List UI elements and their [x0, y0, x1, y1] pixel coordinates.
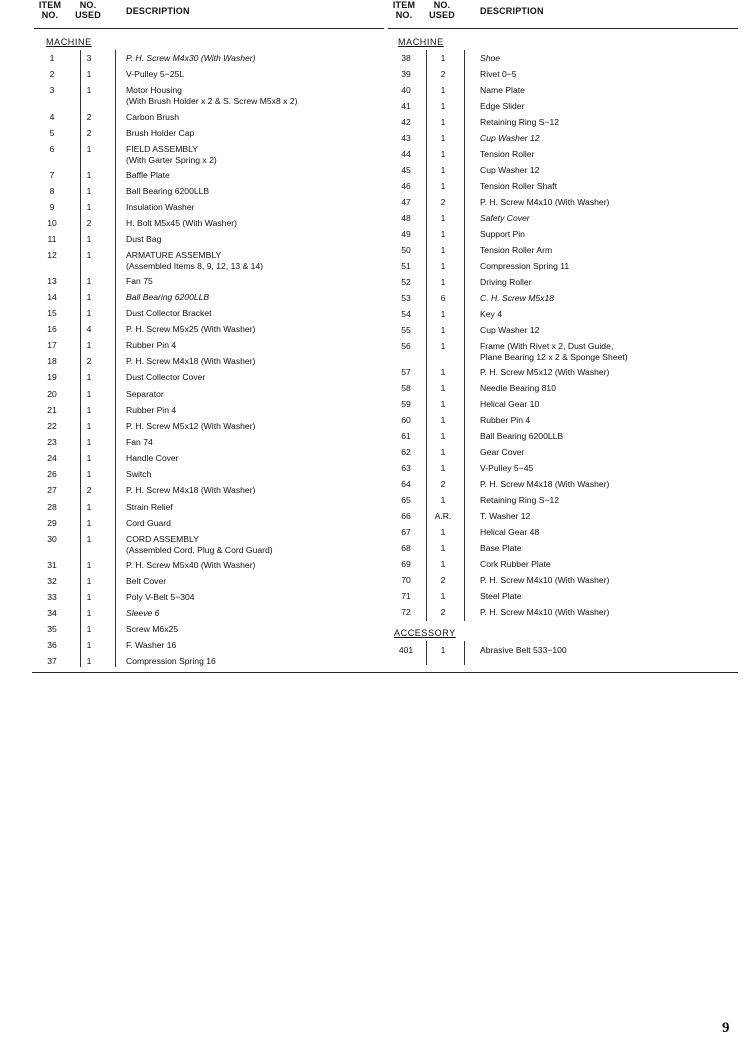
- quantity-used: 1: [86, 372, 92, 382]
- quantity-used: 1: [440, 383, 446, 393]
- item-number: 22: [47, 421, 57, 431]
- part-description: P. H. Screw M4x30 (With Washer): [126, 53, 256, 63]
- header-used-line1: NO.: [79, 0, 97, 10]
- part-description: ARMATURE ASSEMBLY (Assembled Items 8, 9, 12, 13 & 14): [126, 250, 264, 271]
- part-description: Steel Plate: [480, 591, 522, 601]
- part-description: Handle Cover: [126, 453, 179, 463]
- quantity-used: 1: [440, 85, 446, 95]
- part-description: Tension Roller: [480, 149, 535, 159]
- item-number: 37: [47, 656, 57, 666]
- part-description: CORD ASSEMBLY (Assembled Cord, Plug & Cord Guard): [126, 534, 273, 555]
- quantity-used: 1: [440, 133, 446, 143]
- part-description: Cup Washer 12: [480, 325, 540, 335]
- item-number: 19: [47, 372, 57, 382]
- item-number: 43: [401, 133, 411, 143]
- item-number: 46: [401, 181, 411, 191]
- header-item-line2: NO.: [395, 10, 413, 20]
- part-description: P. H. Screw M4x18 (With Washer): [126, 485, 256, 495]
- item-number: 8: [49, 186, 55, 196]
- item-number: 66: [401, 511, 411, 521]
- part-description: Retaining Ring S−12: [480, 495, 560, 505]
- quantity-used: 6: [440, 293, 446, 303]
- header-no-used: [70, 0, 106, 20]
- quantity-used: 1: [440, 101, 446, 111]
- part-description: Strain Relief: [126, 502, 173, 512]
- quantity-used: 2: [86, 112, 92, 122]
- part-description: Safety Cover: [480, 213, 530, 223]
- item-number: 67: [401, 527, 411, 537]
- item-number: 35: [47, 624, 57, 634]
- column-divider: [464, 50, 465, 621]
- part-description: Name Plate: [480, 85, 525, 95]
- quantity-used: 1: [440, 309, 446, 319]
- quantity-used: 2: [440, 69, 446, 79]
- quantity-used: 1: [440, 213, 446, 223]
- quantity-used: 1: [86, 389, 92, 399]
- quantity-used: 1: [440, 591, 446, 601]
- item-number: 4: [49, 112, 55, 122]
- part-description: Ball Bearing 6200LLB: [480, 431, 564, 441]
- item-number: 2: [49, 69, 55, 79]
- header-item-line1: ITEM: [392, 0, 416, 10]
- item-number: 53: [401, 293, 411, 303]
- section-title-machine: MACHINE: [46, 37, 92, 47]
- part-description: Gear Cover: [480, 447, 525, 457]
- quantity-used: 1: [86, 608, 92, 618]
- part-description: Key 4: [480, 309, 502, 319]
- item-number: 26: [47, 469, 57, 479]
- part-description: Poly V-Belt 5−304: [126, 592, 195, 602]
- quantity-used: 1: [440, 149, 446, 159]
- quantity-used: 1: [86, 69, 92, 79]
- section-title-accessory: ACCESSORY: [394, 628, 456, 638]
- item-number: 49: [401, 229, 411, 239]
- part-description: Compression Spring 16: [126, 656, 216, 666]
- quantity-used: 4: [86, 324, 92, 334]
- table-header-right: [388, 0, 738, 29]
- item-number: 17: [47, 340, 57, 350]
- header-item-line2: NO.: [41, 10, 59, 20]
- quantity-used: 1: [440, 341, 446, 351]
- part-description: P. H. Screw M5x12 (With Washer): [480, 367, 610, 377]
- quantity-used: 1: [440, 229, 446, 239]
- part-description: Needle Bearing 810: [480, 383, 556, 393]
- part-description: Dust Collector Cover: [126, 372, 206, 382]
- item-number: 16: [47, 324, 57, 334]
- quantity-used: 1: [86, 453, 92, 463]
- quantity-used: 2: [440, 479, 446, 489]
- item-number: 20: [47, 389, 57, 399]
- quantity-used: 2: [440, 197, 446, 207]
- quantity-used: 1: [86, 170, 92, 180]
- item-number: 55: [401, 325, 411, 335]
- item-number: 44: [401, 149, 411, 159]
- part-description: P. H. Screw M5x12 (With Washer): [126, 421, 256, 431]
- header-item-line1: ITEM: [38, 0, 62, 10]
- quantity-used: 2: [86, 128, 92, 138]
- item-number: 21: [47, 405, 57, 415]
- part-description: Edge Slider: [480, 101, 525, 111]
- item-number: 52: [401, 277, 411, 287]
- quantity-used: 1: [86, 85, 92, 95]
- part-description: Rivet 0−5: [480, 69, 517, 79]
- item-number: 62: [401, 447, 411, 457]
- item-number: 18: [47, 356, 57, 366]
- quantity-used: 1: [86, 656, 92, 666]
- header-description: DESCRIPTION: [126, 6, 190, 16]
- item-number: 68: [401, 543, 411, 553]
- item-number: 60: [401, 415, 411, 425]
- item-number: 47: [401, 197, 411, 207]
- part-description: Helical Gear 48: [480, 527, 540, 537]
- part-description: Rubber Pin 4: [126, 340, 177, 350]
- item-number: 14: [47, 292, 57, 302]
- item-number: 48: [401, 213, 411, 223]
- item-number: 5: [49, 128, 55, 138]
- part-description: Separator: [126, 389, 164, 399]
- quantity-used: 1: [440, 165, 446, 175]
- part-description: Ball Bearing 6200LLB: [126, 186, 210, 196]
- table-bottom-rule: [32, 672, 738, 673]
- item-number: 1: [49, 53, 55, 63]
- quantity-used: 1: [86, 144, 92, 154]
- item-number: 50: [401, 245, 411, 255]
- item-number: 70: [401, 575, 411, 585]
- part-description: P. H. Screw M5x25 (With Washer): [126, 324, 256, 334]
- part-description: V-Pulley 5−25L: [126, 69, 185, 79]
- quantity-used: 2: [86, 356, 92, 366]
- item-number: 34: [47, 608, 57, 618]
- item-number: 61: [401, 431, 411, 441]
- part-description: Retaining Ring S−12: [480, 117, 560, 127]
- part-description: Cork Rubber Plate: [480, 559, 551, 569]
- quantity-used: 1: [440, 543, 446, 553]
- item-number: 59: [401, 399, 411, 409]
- quantity-used: 1: [440, 53, 446, 63]
- part-description: Cord Guard: [126, 518, 171, 528]
- section-title-machine: MACHINE: [398, 37, 444, 47]
- quantity-used: 1: [86, 469, 92, 479]
- quantity-used: 1: [86, 560, 92, 570]
- quantity-used: 1: [440, 117, 446, 127]
- part-description: P. H. Screw M4x18 (With Washer): [480, 479, 610, 489]
- item-number: 32: [47, 576, 57, 586]
- part-description: Helical Gear 10: [480, 399, 540, 409]
- header-used-line2: USED: [75, 10, 101, 20]
- quantity-used: 1: [440, 415, 446, 425]
- item-number: 401: [398, 645, 414, 655]
- item-number: 27: [47, 485, 57, 495]
- quantity-used: 1: [440, 261, 446, 271]
- part-description: F. Washer 16: [126, 640, 177, 650]
- part-description: Driving Roller: [480, 277, 532, 287]
- quantity-used: 1: [440, 527, 446, 537]
- quantity-used: 1: [86, 308, 92, 318]
- quantity-used: 1: [440, 645, 446, 655]
- quantity-used: 1: [440, 277, 446, 287]
- part-description: Tension Roller Shaft: [480, 181, 557, 191]
- item-number: 63: [401, 463, 411, 473]
- part-description: Motor Housing (With Brush Holder x 2 & S. Screw M5x8 x 2): [126, 85, 298, 106]
- quantity-used: 1: [86, 202, 92, 212]
- item-number: 40: [401, 85, 411, 95]
- quantity-used: 1: [86, 640, 92, 650]
- part-description: Compression Spring 11: [480, 261, 570, 271]
- part-description: Dust Collector Bracket: [126, 308, 212, 318]
- item-number: 54: [401, 309, 411, 319]
- part-description: FIELD ASSEMBLY (With Garter Spring x 2): [126, 144, 217, 165]
- quantity-used: 1: [440, 325, 446, 335]
- quantity-used: 1: [440, 447, 446, 457]
- part-description: Insulation Washer: [126, 202, 195, 212]
- quantity-used: 1: [440, 431, 446, 441]
- part-description: Fan 74: [126, 437, 153, 447]
- part-description: Abrasive Belt 533−100: [480, 645, 567, 655]
- item-number: 45: [401, 165, 411, 175]
- quantity-used: 1: [86, 292, 92, 302]
- item-number: 39: [401, 69, 411, 79]
- quantity-used: 1: [86, 437, 92, 447]
- quantity-used: 1: [86, 276, 92, 286]
- part-description: Belt Cover: [126, 576, 167, 586]
- quantity-used: 1: [440, 367, 446, 377]
- item-number: 11: [47, 234, 57, 244]
- table-header-left: [34, 0, 384, 29]
- part-description: Cup Washer 12: [480, 165, 540, 175]
- quantity-used: 1: [440, 399, 446, 409]
- item-number: 24: [47, 453, 57, 463]
- item-number: 42: [401, 117, 411, 127]
- part-description: Support Pin: [480, 229, 525, 239]
- part-description: Brush Holder Cap: [126, 128, 195, 138]
- part-description: Tension Roller Arm: [480, 245, 553, 255]
- quantity-used: 2: [86, 485, 92, 495]
- part-description: Rubber Pin 4: [480, 415, 531, 425]
- item-number: 23: [47, 437, 57, 447]
- item-number: 36: [47, 640, 57, 650]
- page-number: 9: [722, 1020, 730, 1036]
- item-number: 64: [401, 479, 411, 489]
- item-number: 9: [49, 202, 55, 212]
- part-description: P. H. Screw M4x10 (With Washer): [480, 607, 610, 617]
- part-description: H. Bolt M5x45 (With Washer): [126, 218, 237, 228]
- part-description: P. H. Screw M4x18 (With Washer): [126, 356, 256, 366]
- item-number: 58: [401, 383, 411, 393]
- quantity-used: 1: [86, 592, 92, 602]
- item-number: 65: [401, 495, 411, 505]
- quantity-used: 3: [86, 53, 92, 63]
- quantity-used: 1: [86, 534, 92, 544]
- item-number: 69: [401, 559, 411, 569]
- item-number: 51: [401, 261, 411, 271]
- item-number: 31: [47, 560, 57, 570]
- part-description: T. Washer 12: [480, 511, 531, 521]
- quantity-used: 1: [440, 495, 446, 505]
- part-description: Frame (With Rivet x 2, Dust Guide, Plane Bearing 12 x 2 & Sponge Sheet): [480, 341, 628, 362]
- item-number: 13: [47, 276, 57, 286]
- part-description: V-Pulley 5−45: [480, 463, 534, 473]
- column-divider: [464, 641, 465, 665]
- item-number: 3: [49, 85, 55, 95]
- item-number: 29: [47, 518, 57, 528]
- item-number: 10: [47, 218, 57, 228]
- part-description: Carbon Brush: [126, 112, 180, 122]
- part-description: C. H. Screw M5x18: [480, 293, 555, 303]
- part-description: P. H. Screw M4x10 (With Washer): [480, 575, 610, 585]
- quantity-used: 1: [440, 559, 446, 569]
- part-description: Rubber Pin 4: [126, 405, 177, 415]
- item-number: 12: [47, 250, 57, 260]
- header-description: DESCRIPTION: [480, 6, 544, 16]
- quantity-used: 1: [86, 186, 92, 196]
- quantity-used: 1: [86, 624, 92, 634]
- quantity-used: 2: [440, 575, 446, 585]
- quantity-used: 1: [86, 502, 92, 512]
- part-description: Fan 75: [126, 276, 153, 286]
- part-description: Screw M6x25: [126, 624, 179, 634]
- quantity-used: 1: [86, 518, 92, 528]
- quantity-used: 1: [86, 340, 92, 350]
- part-description: Switch: [126, 469, 152, 479]
- part-description: P. H. Screw M4x10 (With Washer): [480, 197, 610, 207]
- part-description: Dust Bag: [126, 234, 162, 244]
- header-item-no: [388, 0, 420, 20]
- header-no-used: [424, 0, 460, 20]
- part-description: P. H. Screw M5x40 (With Washer): [126, 560, 256, 570]
- quantity-used: 1: [440, 463, 446, 473]
- quantity-used: 1: [440, 181, 446, 191]
- item-number: 15: [47, 308, 57, 318]
- part-description: Shoe: [480, 53, 501, 63]
- item-number: 30: [47, 534, 57, 544]
- quantity-used: 2: [86, 218, 92, 228]
- quantity-used: 1: [86, 576, 92, 586]
- part-description: Ball Bearing 6200LLB: [126, 292, 210, 302]
- header-used-line2: USED: [429, 10, 455, 20]
- item-number: 56: [401, 341, 411, 351]
- item-number: 7: [49, 170, 55, 180]
- item-number: 72: [401, 607, 411, 617]
- quantity-used: 1: [86, 405, 92, 415]
- quantity-used: 1: [86, 234, 92, 244]
- part-description: Sleeve 6: [126, 608, 160, 618]
- quantity-used: 1: [86, 421, 92, 431]
- part-description: Base Plate: [480, 543, 522, 553]
- quantity-used: A.R.: [434, 511, 452, 521]
- item-number: 33: [47, 592, 57, 602]
- item-number: 28: [47, 502, 57, 512]
- quantity-used: 1: [440, 245, 446, 255]
- part-description: Baffle Plate: [126, 170, 170, 180]
- item-number: 6: [49, 144, 55, 154]
- item-number: 71: [401, 591, 411, 601]
- quantity-used: 1: [86, 250, 92, 260]
- item-number: 38: [401, 53, 411, 63]
- column-divider: [115, 50, 116, 667]
- header-item-no: [34, 0, 66, 20]
- header-used-line1: NO.: [433, 0, 451, 10]
- item-number: 41: [401, 101, 411, 111]
- item-number: 57: [401, 367, 411, 377]
- quantity-used: 2: [440, 607, 446, 617]
- part-description: Cup Washer 12: [480, 133, 540, 143]
